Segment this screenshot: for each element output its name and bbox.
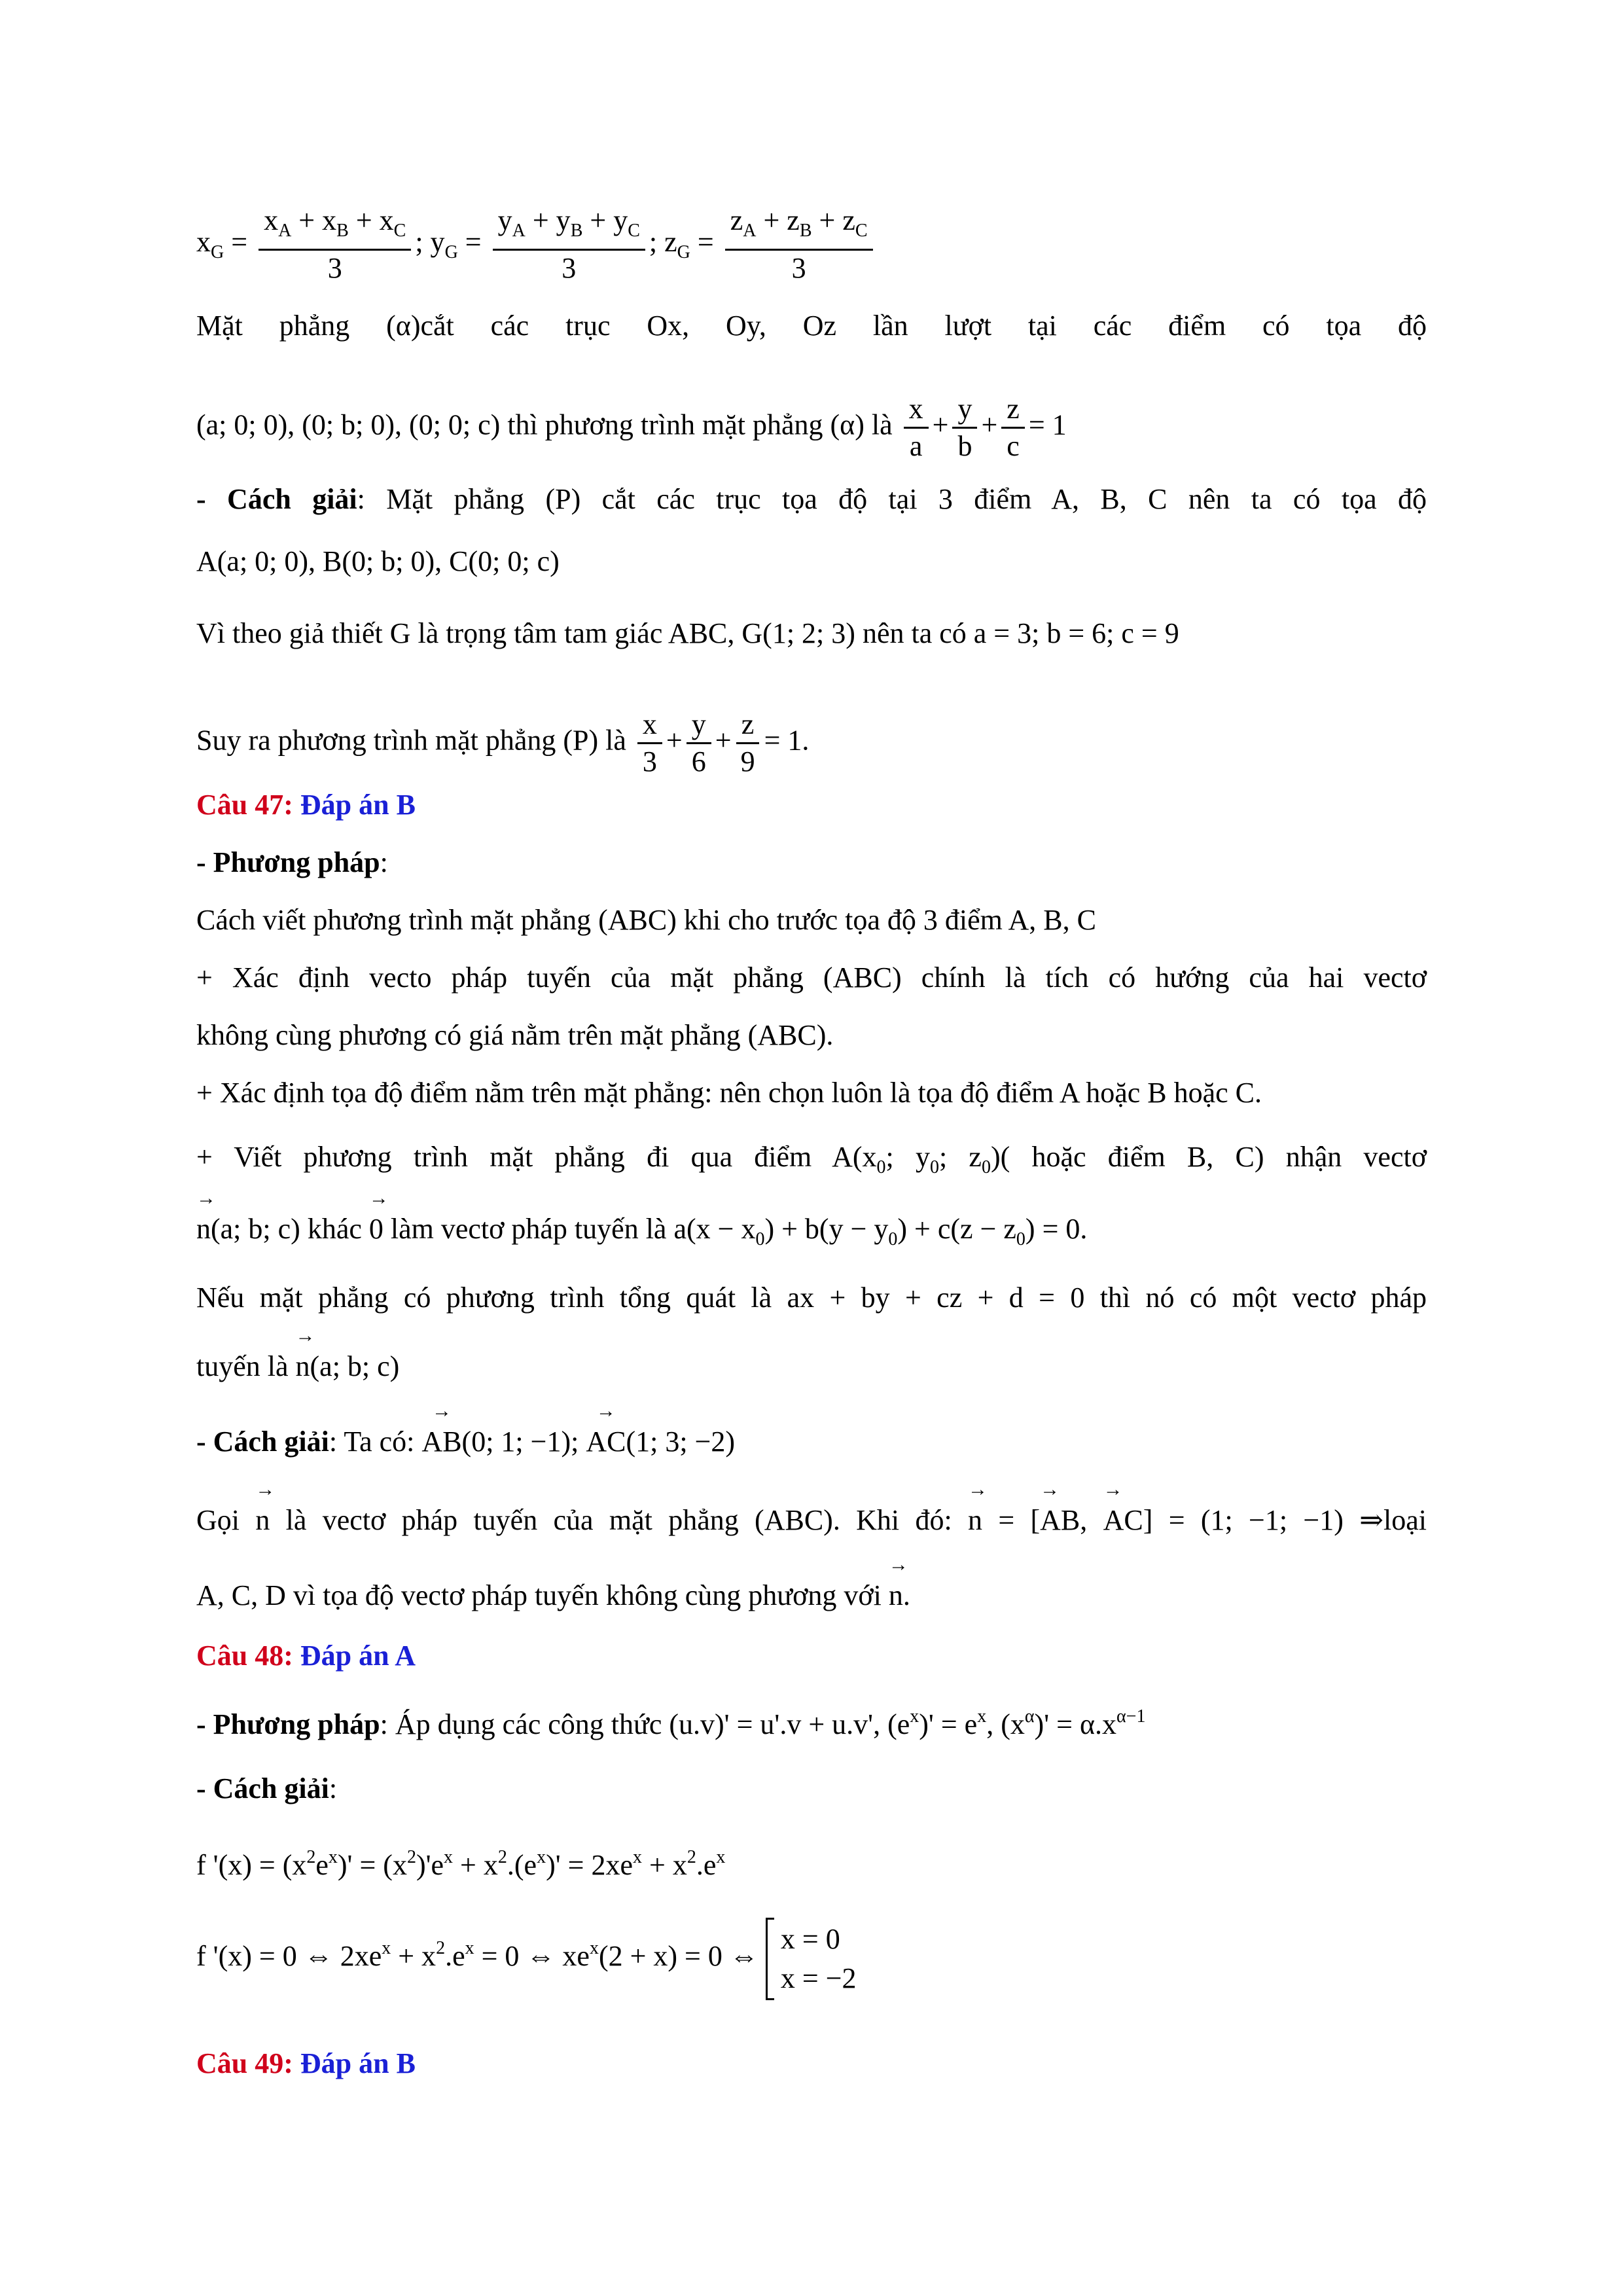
q48-method: - Phương pháp: Áp dụng các công thức (u.v)' = u'.v + u.v', $(e^x)' = e^x$, $(x^\alpha)' = \alpha.x^{\alpha-1}$: [196, 1706, 1146, 1740]
q47-m2: + Xác định vecto pháp tuyến của mặt phẳng (ABC) chính là tích có hướng của hai vectơ: [196, 961, 1427, 994]
q46-conclusion: Suy ra phương trình mặt phẳng (P) là $\frac{x}{3}$ + $\frac{y}{6}$ + $\frac{z}{9}$ = 1.: [196, 708, 810, 778]
q47-m7: Nếu mặt phẳng có phương trình tổng quát là ax + by + cz + d = 0 thì nó có một vectơ pháp: [196, 1282, 1427, 1314]
q46-centroid-line: Vì theo giả thiết G là trọng tâm tam giác ABC, G(1; 2; 3) nên ta có a = 3; b = 6; c = 9: [196, 617, 1179, 649]
intercept-line-2: (a; 0; 0), (0; b; 0), (0; 0; c) thì phương trình mặt phẳng (α) là $\frac{x}{a}$ + $\frac{y}{b}$ + $\frac{z}{c}$ = 1: [196, 393, 1067, 462]
q47-method-label: - Phương pháp:: [196, 846, 388, 878]
intercept-line-1: Mặt phẳng (α)cắt các trục Ox, Oy, Oz lần lượt tại các điểm có tọa độ: [196, 310, 1427, 342]
q47-m1: Cách viết phương trình mặt phẳng (ABC) khi cho trước tọa độ 3 điểm A, B, C: [196, 904, 1096, 936]
q48-derivative: f '$(x) = (x^2e^x)' = (x^2)'e^x + x^2.(e^x)' = 2xe^x + x^2.e^x$: [196, 1847, 726, 1881]
q48-heading: Câu 48: Đáp án A: [196, 1640, 416, 1672]
q46-cach-giai: - Cách giải: Mặt phẳng (P) cắt các trục tọa độ tại 3 điểm A, B, C nên ta có tọa độ: [196, 483, 1427, 515]
q47-c2: Gọi → n là vectơ pháp tuyến của mặt phẳng (ABC). Khi đó: → n = [→ AB, → AC] = (1; −1; −1) ⇒loại: [196, 1502, 1427, 1539]
q47-m8: tuyến là → n(a; b; c): [196, 1348, 1427, 1385]
q48-equation: f '(x) = 0 ⇔ $2xe^x + x^2.e^x = 0$ ⇔ $xe^x(2 + x) = 0$ ⇔ x = 0 x = −2: [196, 1918, 1427, 2022]
q47-m3: không cùng phương có giá nằm trên mặt phẳng (ABC).: [196, 1019, 834, 1051]
q47-m4: + Xác định tọa độ điểm nằm trên mặt phẳng: nên chọn luôn là tọa độ điểm A hoặc B hoặc C.: [196, 1077, 1262, 1109]
q46-points: A(a; 0; 0), B(0; b; 0), C(0; 0; c): [196, 545, 560, 577]
q48-cach-giai: - Cách giải:: [196, 1772, 338, 1804]
q47-m5: + Viết phương trình mặt phẳng đi qua điểm $A(x_0$; $y_0$; $z_0$)( hoặc điểm B, C) nhận vectơ: [196, 1141, 1427, 1177]
q49-heading: Câu 49: Đáp án B: [196, 2047, 416, 2079]
centroid-formula: $x_G$ = $\frac{x_A + x_B + x_C}{3}$ ; $y_G$ = $\frac{y_A + y_B + y_C}{3}$ ; $z_G$ = $\frac{z_A + z_B + z_C}{3}$: [196, 203, 1427, 286]
q47-m6: → n(a; b; c) khác → 0 làm vectơ pháp tuyến là $a(x - x_0) + b(y - y_0) + c(z - z_0) = 0$.: [196, 1211, 1427, 1258]
q47-heading: Câu 47: Đáp án B: [196, 789, 416, 821]
q47-c3: A, C, D vì tọa độ vectơ pháp tuyến không cùng phương với → n.: [196, 1577, 1427, 1614]
q47-cach-giai: - Cách giải: Ta có: → AB(0; 1; −1); → AC(1; 3; −2): [196, 1424, 1427, 1460]
